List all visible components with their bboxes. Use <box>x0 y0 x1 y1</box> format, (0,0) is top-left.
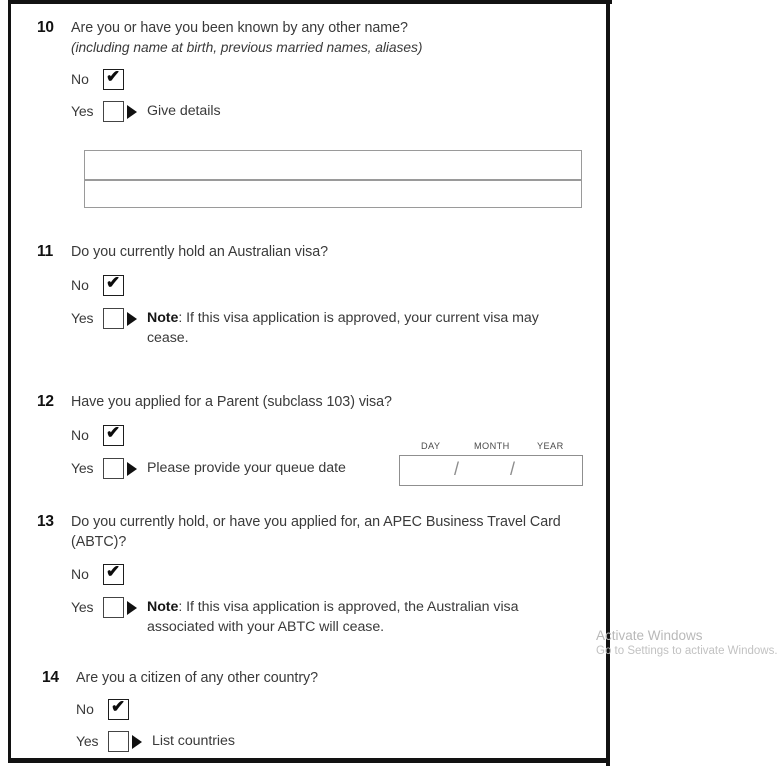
date-month-label: MONTH <box>474 441 510 451</box>
question-11-no-row <box>71 274 582 296</box>
date-separator-1: / <box>454 459 460 479</box>
date-input-box[interactable] <box>399 455 583 486</box>
question-10-answer-box[interactable] <box>84 150 582 208</box>
question-11-no-label: No <box>71 277 89 293</box>
question-11-no-checkbox[interactable] <box>103 275 124 296</box>
question-10-subtext: (including name at birth, previous married names, aliases) <box>71 40 423 55</box>
question-13-note <box>147 597 577 637</box>
question-14-no-checkbox[interactable] <box>108 699 129 720</box>
question-14-no-row <box>76 698 582 720</box>
triangle-right-icon <box>127 105 137 119</box>
question-12-yes-label: Yes <box>71 460 94 476</box>
question-10-yes-row <box>71 100 577 122</box>
question-10-no-checkbox[interactable] <box>103 69 124 90</box>
triangle-right-icon <box>127 312 137 326</box>
question-12-no-label: No <box>71 427 89 443</box>
check-icon: ✔ <box>106 67 121 86</box>
question-13-note-text: : If this visa application is approved, the Australian visa associated with your ABTC will cease. <box>147 599 519 635</box>
question-10-no-row <box>71 68 577 90</box>
check-icon: ✔ <box>111 697 126 716</box>
question-13-yes-label: Yes <box>71 599 94 615</box>
question-11-yes-checkbox[interactable] <box>103 308 124 329</box>
question-14-yes-label: Yes <box>76 733 99 749</box>
triangle-right-icon <box>127 462 137 476</box>
question-12-number: 12 <box>37 393 54 410</box>
question-10-no-label: No <box>71 71 89 87</box>
question-14-text: Are you a citizen of any other country? <box>76 670 319 686</box>
date-separator-2: / <box>510 459 516 479</box>
watermark-line-1: Activate Windows <box>596 628 703 643</box>
triangle-right-icon <box>127 601 137 615</box>
question-11-number: 11 <box>37 243 53 260</box>
question-11-yes-label: Yes <box>71 310 94 326</box>
question-10-yes-checkbox[interactable] <box>103 101 124 122</box>
question-13 <box>37 512 582 637</box>
question-10-yes-followup: Give details <box>147 103 221 119</box>
date-day-label: DAY <box>421 441 441 451</box>
question-10-text: Are you or have you been known by any other name? <box>71 20 408 36</box>
question-12-yes-followup: Please provide your queue date <box>147 460 346 476</box>
question-14 <box>42 668 582 752</box>
question-12-yes-checkbox[interactable] <box>103 458 124 479</box>
question-11-note-label: Note <box>147 310 179 326</box>
date-year-label: YEAR <box>537 441 564 451</box>
check-icon: ✔ <box>106 273 121 292</box>
question-14-number: 14 <box>42 669 59 686</box>
question-11-text: Do you currently hold an Australian visa? <box>71 244 329 260</box>
question-11 <box>37 242 582 348</box>
question-11-note-text: : If this visa application is approved, your current visa may cease. <box>147 310 539 346</box>
question-11-note <box>147 308 577 348</box>
question-12-no-checkbox[interactable] <box>103 425 124 446</box>
question-11-yes-row <box>71 307 582 348</box>
queue-date-field <box>399 441 583 486</box>
watermark-line-2: Go to Settings to activate Windows. <box>596 645 778 657</box>
question-13-no-row <box>71 563 582 585</box>
question-13-no-label: No <box>71 566 89 582</box>
question-12-text: Have you applied for a Parent (subclass 103) visa? <box>71 394 392 410</box>
question-14-yes-followup: List countries <box>152 733 235 749</box>
question-14-yes-row <box>76 730 582 752</box>
question-13-text: Do you currently hold, or have you applied for, an APEC Business Travel Card (ABTC)? <box>71 514 561 550</box>
question-14-yes-checkbox[interactable] <box>108 731 129 752</box>
question-10-yes-label: Yes <box>71 103 94 119</box>
question-13-yes-checkbox[interactable] <box>103 597 124 618</box>
question-13-yes-row <box>71 596 582 637</box>
page-edge-bottom <box>8 758 609 763</box>
question-13-no-checkbox[interactable] <box>103 564 124 585</box>
date-captions <box>399 441 583 455</box>
triangle-right-icon <box>132 735 142 749</box>
question-10 <box>37 18 577 122</box>
question-13-number: 13 <box>37 513 54 530</box>
check-icon: ✔ <box>106 562 121 581</box>
form-sheet <box>11 4 606 758</box>
question-14-no-label: No <box>76 701 94 717</box>
question-13-note-label: Note <box>147 599 179 615</box>
page-edge-right <box>606 0 610 766</box>
check-icon: ✔ <box>106 423 121 442</box>
answer-box-divider <box>85 179 581 181</box>
question-10-number: 10 <box>37 19 54 36</box>
